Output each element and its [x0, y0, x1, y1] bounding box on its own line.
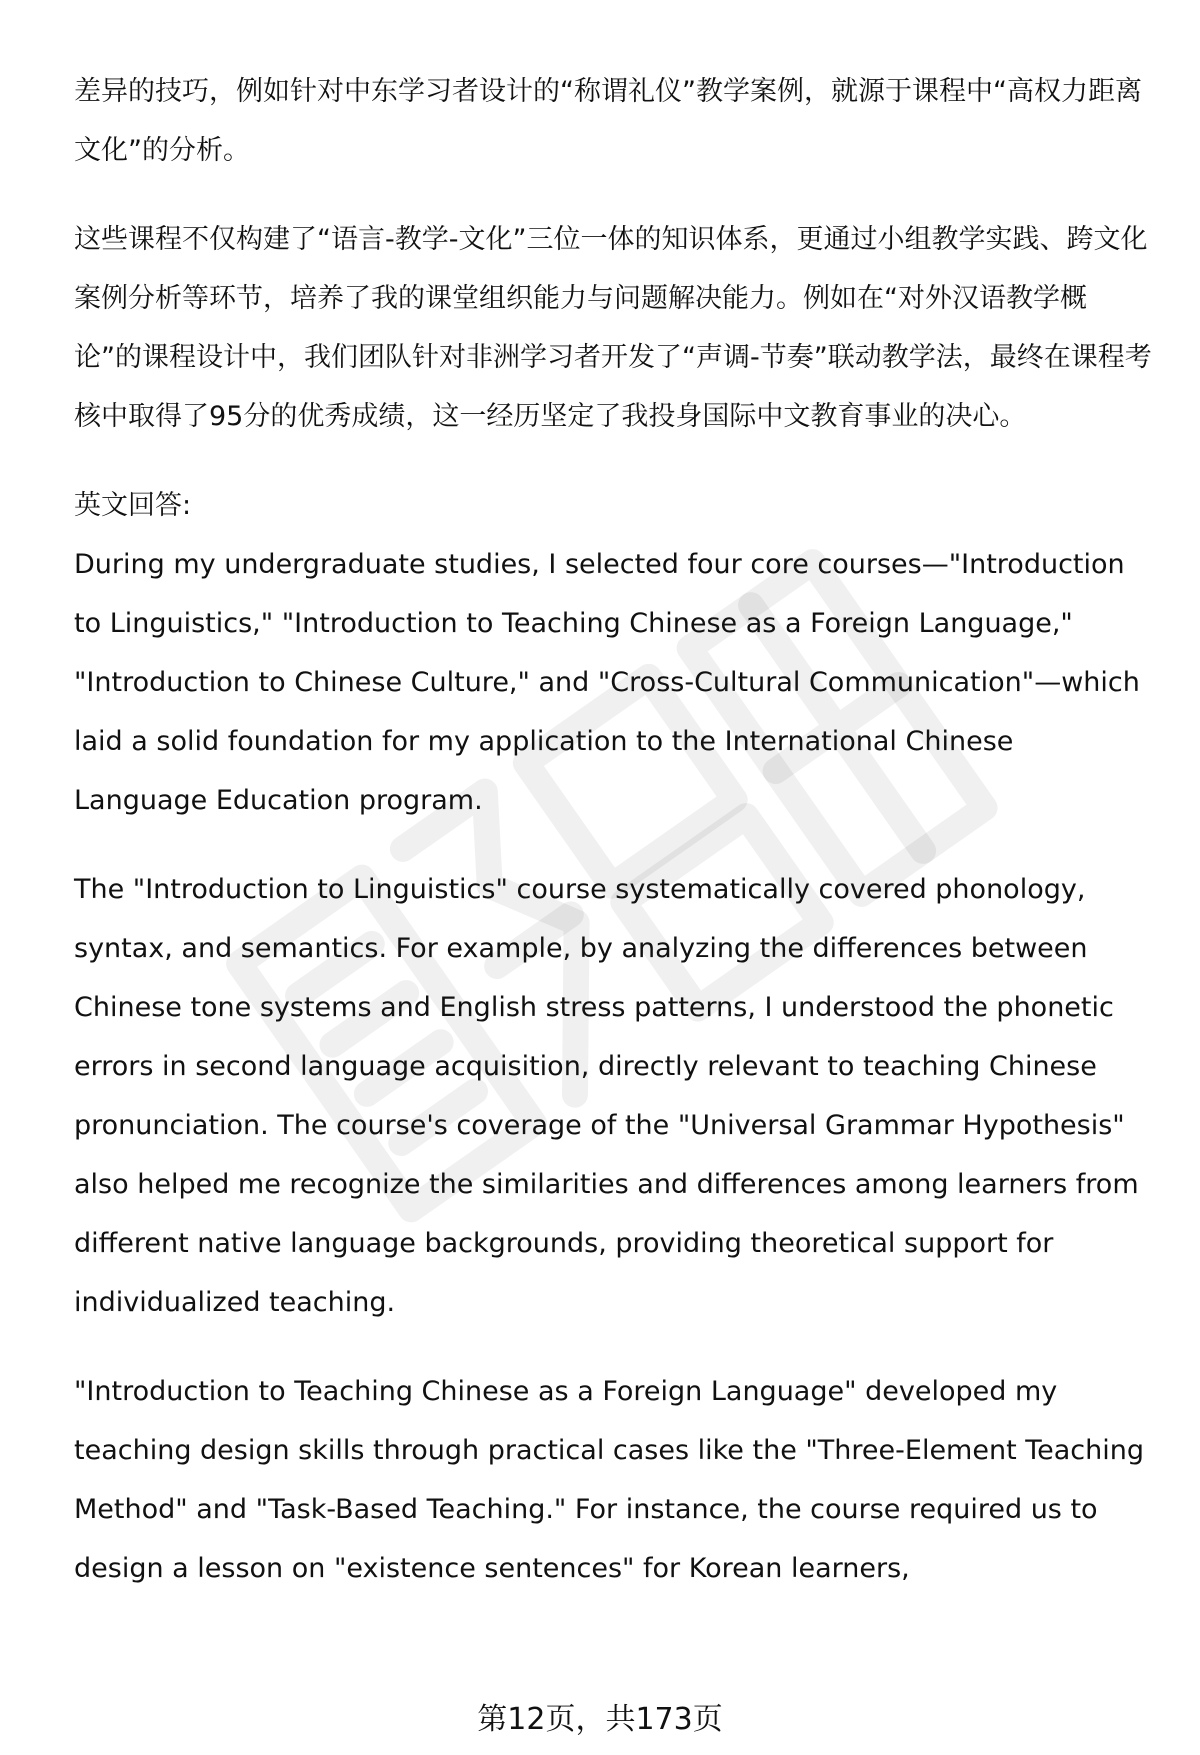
paragraph-en-1: During my undergraduate studies, I selected four core courses—"Introduction to Linguistics," "Introduction to Teaching Chinese as a Foreign Language," "Introduction to Chinese Culture," and "Cross-Cultural Communication"—which laid a solid foundation for my application to the International Chinese Language Education program. — [74, 549, 1140, 816]
english-answer-label: 英文回答: — [74, 490, 192, 521]
document-body — [74, 62, 1154, 1598]
paragraph-cn-1: 差异的技巧，例如针对中东学习者设计的“称谓礼仪”教学案例，就源于课程中“高权力距离文化”的分析。 — [74, 76, 1142, 166]
paragraph-en-3: "Introduction to Teaching Chinese as a Foreign Language" developed my teaching design skills through practical cases like the "Three-Element Teaching Method" and "Task-Based Teaching." For instance, the course required us to design a lesson on "existence sentences" for Korean learners, — [74, 1376, 1145, 1584]
page-number-footer: 第12页，共173页 — [477, 1702, 723, 1737]
paragraph-cn-2: 这些课程不仅构建了“语言-教学-文化”三位一体的知识体系，更通过小组教学实践、跨文化案例分析等环节，培养了我的课堂组织能力与问题解决能力。例如在“对外汉语教学概论”的课程设计中，我们团队针对非洲学习者开发了“声调-节奏”联动教学法，最终在课程考核中取得了95分的优秀成绩，这一经历坚定了我投身国际中文教育事业的决心。 — [74, 224, 1152, 432]
paragraph-en-2: The "Introduction to Linguistics" course systematically covered phonology, syntax, and semantics. For example, by analyzing the differences between Chinese tone systems and English stress patterns, I understood the phonetic errors in second language acquisition, directly relevant to teaching Chinese pronunciation. The course's coverage of the "Universal Grammar Hypothesis" also helped me recognize the similarities and differences among learners from different native language backgrounds, providing theoretical support for individualized teaching. — [74, 874, 1139, 1318]
